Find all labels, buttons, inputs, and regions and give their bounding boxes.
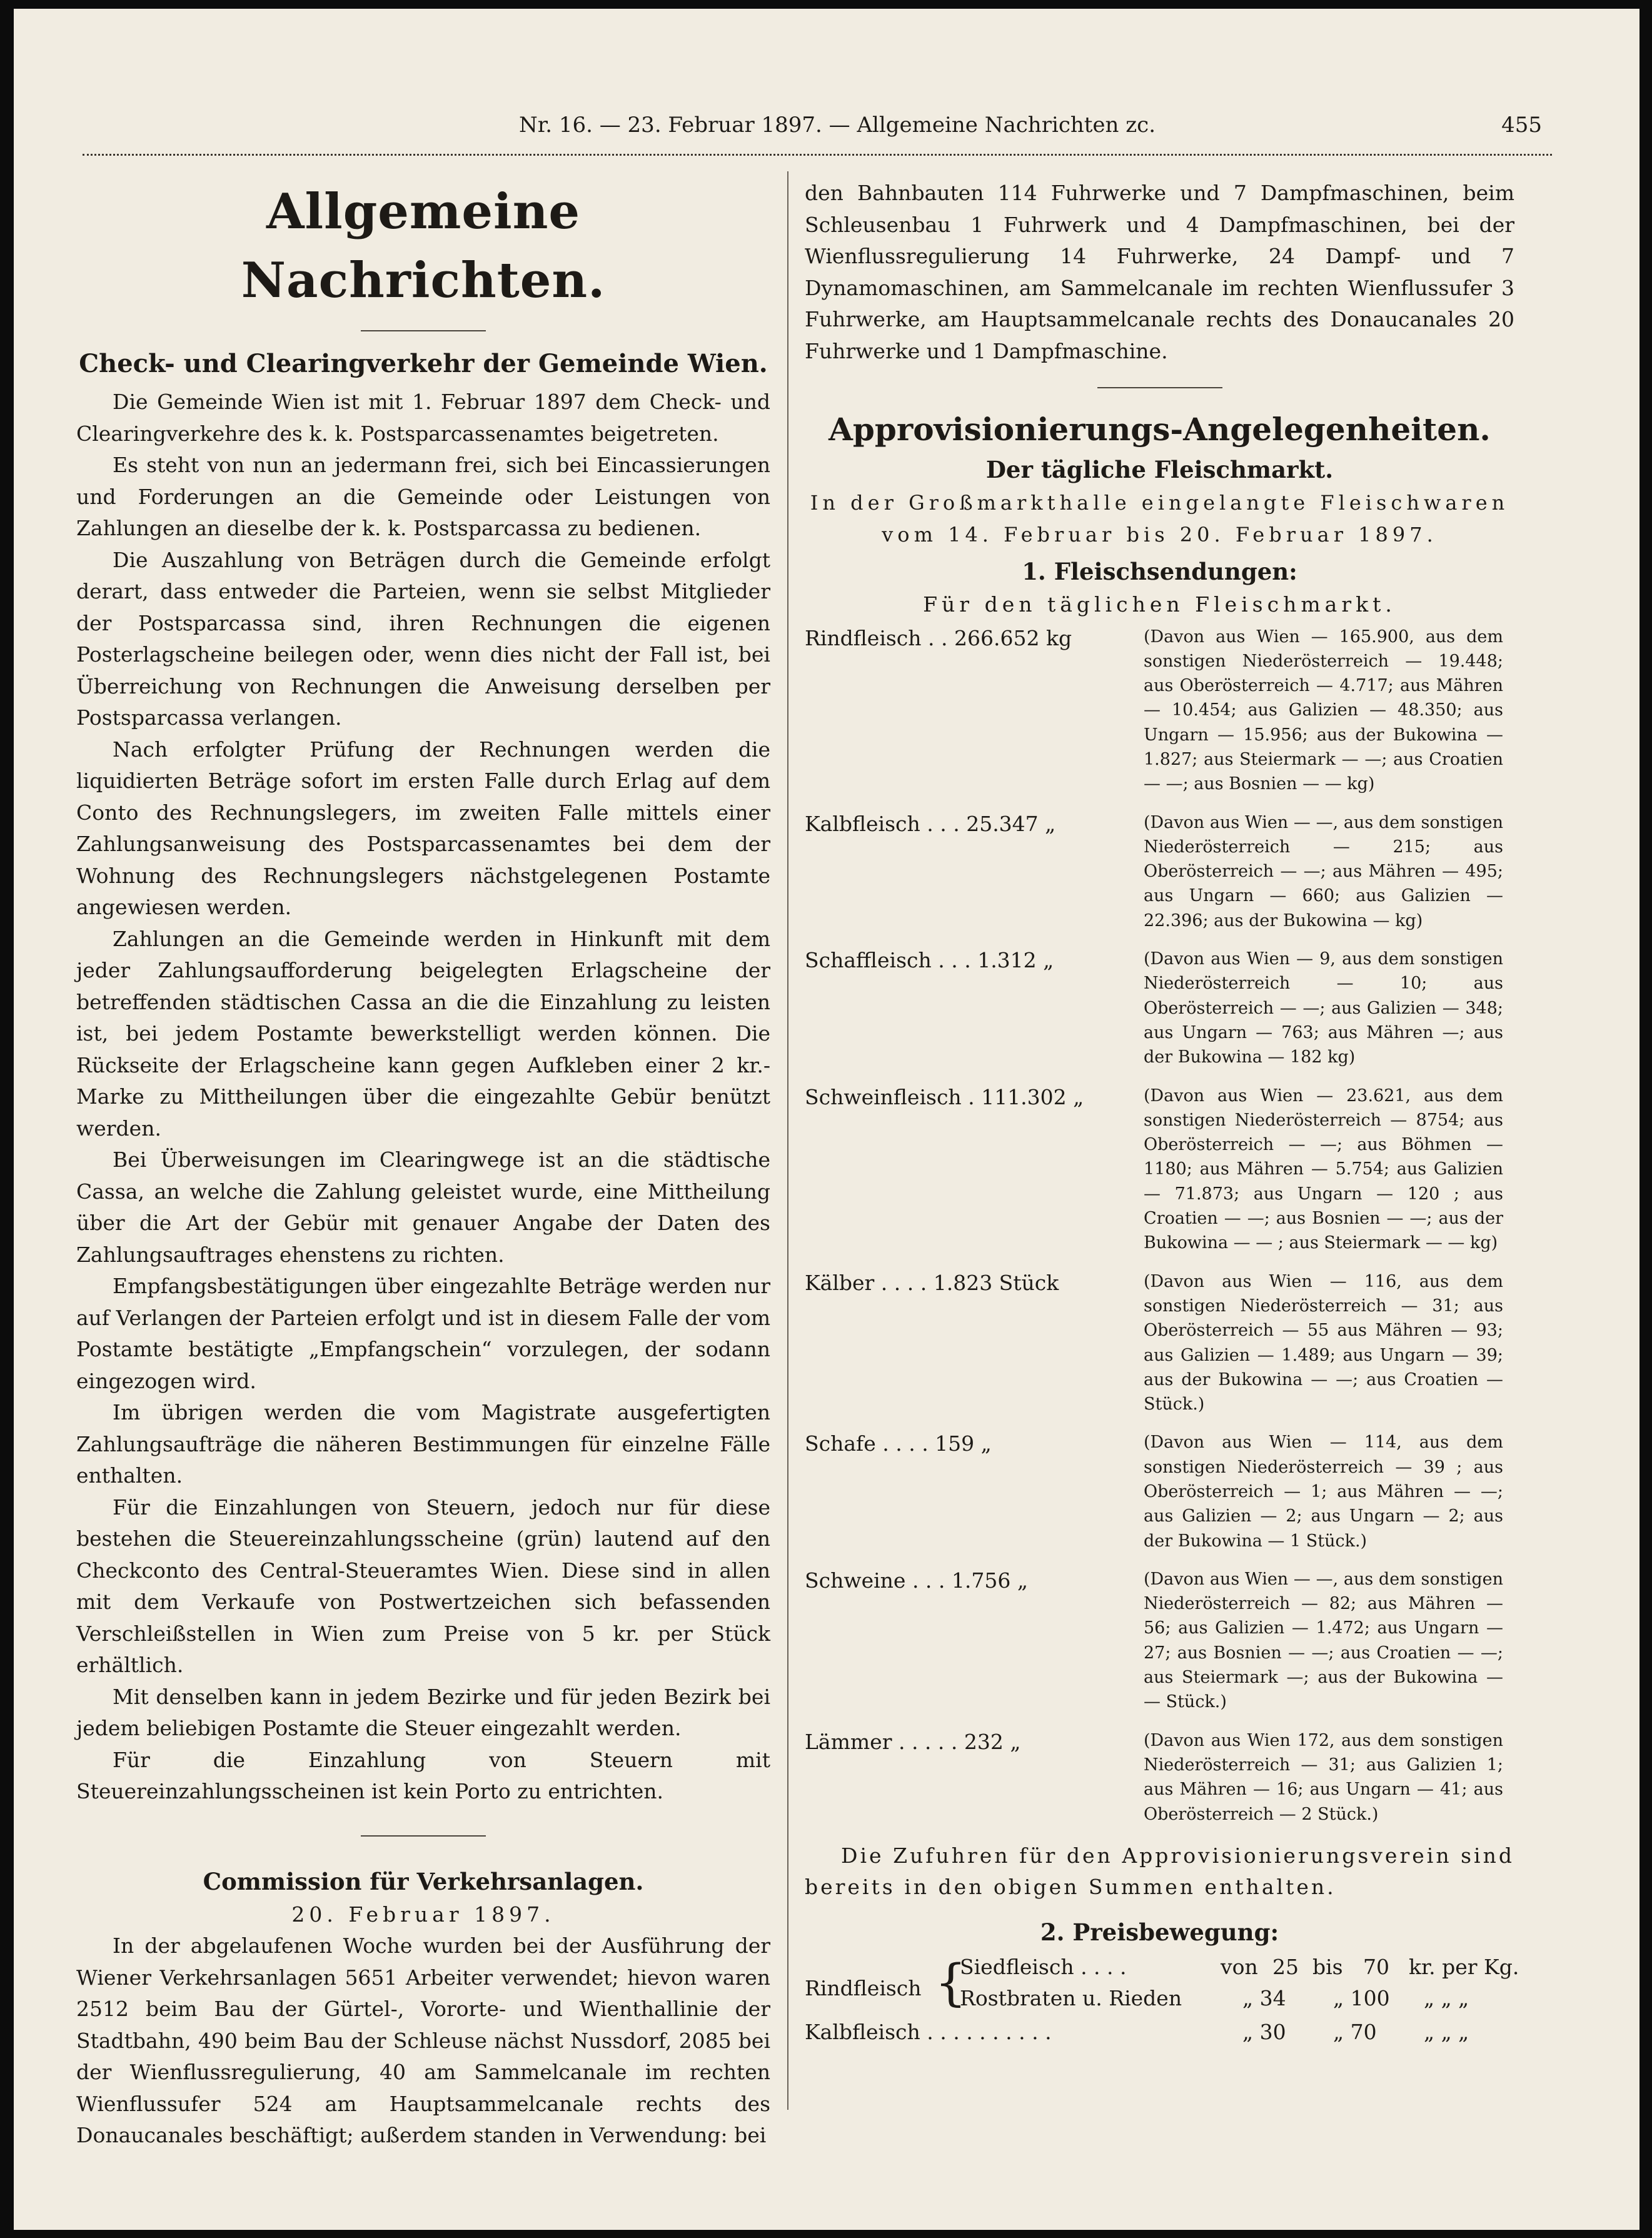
price-row2-unit: „ „ „	[1424, 1985, 1469, 2010]
running-header	[133, 109, 1542, 146]
price-row1-to: 70	[1363, 1954, 1389, 1979]
commission-date: 20. Februar 1897.	[291, 1902, 555, 1927]
meat-label-schweinfleisch: Schweinfleisch . 111.302 „	[805, 1084, 1084, 1109]
meat-label-schafe: Schafe . . . . 159 „	[805, 1431, 992, 1456]
check-paragraph-5: Zahlungen an die Gemeinde werden in Hinkunft mit dem jeder Zahlungsaufforderung beigelegten Erlagscheine der betreffenden städtischen Cassa an die die Einzahlung zu leisten ist, bei jedem Postamte bewerkstelligt werden können. Die Rückseite der Erlagscheine kann gegen Aufkleben einer 2 kr.-Marke zu Mittheilungen über die eingezahlte Gebür benützt werden.	[76, 926, 770, 1141]
section-1-heading: 1. Fleischsendungen:	[1022, 558, 1297, 585]
section-2-heading: 2. Preisbewegung:	[1040, 1918, 1279, 1946]
price-row3-from: „ 30	[1242, 2019, 1286, 2044]
right-column	[805, 178, 1519, 2056]
check-paragraph-2: Es steht von nun an jedermann frei, sich bei Eincassierungen und Forderungen an die Gemeinde oder Leistungen von Zahlungen an dieselbe der k. k. Postsparcassa zu bedienen.	[76, 453, 770, 540]
price-row3-unit: „ „ „	[1424, 2019, 1469, 2044]
meat-label-schweine: Schweine . . . 1.756 „	[805, 1568, 1028, 1593]
title-rule	[361, 330, 486, 331]
price-row2-from: „ 34	[1242, 1985, 1286, 2010]
meat-detail-schaffleisch: (Davon aus Wien — 9, aus dem sonstigen Niederösterreich — 10; aus Oberösterreich — —; aus Galizien — 348; aus Ungarn — 763; aus Mähren —; aus der Bukowina — 182 kg)	[1144, 949, 1503, 1067]
meat-detail-laemmer: (Davon aus Wien 172, aus dem sonstigen Niederösterreich — 31; aus Galizien 1; aus Mähren — 16; aus Ungarn — 41; aus Oberösterreich — 2 Stück.)	[1144, 1730, 1503, 1824]
price-row1-from: 25	[1272, 1954, 1299, 1979]
section-title: Allgemeine Nachrichten.	[241, 183, 606, 309]
meat-detail-kaelber: (Davon aus Wien — 116, aus dem sonstigen Niederösterreich — 31; aus Oberösterreich — 55 aus Mähren — 93; aus Galizien — 1.489; aus Ungarn — 39; aus der Bukowina — —; aus Croatien — Stück.)	[1144, 1271, 1503, 1414]
price-row1-unit: kr. per Kg.	[1409, 1954, 1519, 1979]
price-row1-bis: bis	[1312, 1954, 1343, 1979]
market-intro: In der Großmarkthalle eingelangte Fleischwaren vom 14. Februar bis 20. Februar 1897.	[810, 491, 1509, 547]
price-row2-item: Rostbraten u. Rieden	[960, 1985, 1182, 2010]
check-paragraph-6: Bei Überweisungen im Clearingwege ist an die städtische Cassa, an welche die Zahlung geleistet wurde, eine Mittheilung über die Art der Gebür mit genauer Angabe der Daten des Zahlungsauftrages ehenstens zu richten.	[76, 1147, 770, 1267]
meat-detail-kalbfleisch: (Davon aus Wien — —, aus dem sonstigen Niederösterreich — 215; aus Oberösterreich — —; aus Mähren — 495; aus Ungarn — 660; aus Galizien — 22.396; aus der Bukowina — kg)	[1144, 812, 1503, 930]
meat-detail-rindfleisch: (Davon aus Wien — 165.900, aus dem sonstigen Niederösterreich — 19.448; aus Oberösterreich — 4.717; aus Mähren — 10.454; aus Galizien — 48.350; aus Ungarn — 15.956; aus der Bukowina — 1.827; aus Steiermark — —; aus Croatien — —; aus Bosnien — — kg)	[1144, 627, 1503, 794]
price-label-rindfleisch: Rindfleisch	[805, 1975, 922, 2000]
check-paragraph-8: Im übrigen werden die vom Magistrate ausgefertigten Zahlungsaufträge die näheren Bestimmungen für einzelne Fälle enthalten.	[76, 1400, 770, 1488]
column-separator	[787, 171, 788, 2110]
continuation-paragraph: den Bahnbauten 114 Fuhrwerke und 7 Dampfmaschinen, beim Schleusenbau 1 Fuhrwerk und 4 Dampfmaschinen, bei der Wienflussregulierung 14 Fuhrwerke, 24 Dampf- und 7 Dynamomaschinen, am Sammelcanale im rechten Wienflussufer 3 Fuhrwerke, am Hauptsammelcanale rechts des Donaucanales 20 Fuhrwerke und 1 Dampfmaschine.	[805, 181, 1514, 363]
page-number: 455	[1501, 113, 1542, 138]
price-table	[805, 1950, 1519, 2056]
approvisioning-title: Approvisionierungs-Angelegenheiten.	[829, 411, 1491, 448]
section-rule-right	[1097, 387, 1222, 388]
check-paragraph-10: Mit denselben kann in jedem Bezirke und für jeden Bezirk bei jedem beliebigen Postamte die Steuer eingezahlt werden.	[76, 1684, 770, 1740]
newspaper-page	[14, 9, 1639, 2230]
meat-market-subtitle: Der tägliche Fleischmarkt.	[985, 456, 1334, 483]
meat-label-kaelber: Kälber . . . . 1.823 Stück	[805, 1270, 1059, 1295]
meat-detail-schafe: (Davon aus Wien — 114, aus dem sonstigen Niederösterreich — 39 ; aus Oberösterreich — 1; aus Mähren — —; aus Galizien — 2; aus Ungarn — 2; aus der Bukowina — 1 Stück.)	[1144, 1433, 1503, 1551]
commission-heading: Commission für Verkehrsanlagen.	[203, 1867, 644, 1895]
left-column	[76, 178, 770, 2152]
header-rule	[83, 154, 1552, 159]
check-paragraph-4: Nach erfolgter Prüfung der Rechnungen werden die liquidierten Beträge sofort im ersten Falle durch Erlag auf dem Conto des Rechnungslegers, im zweiten Falle mittels einer Zahlungsanweisung des Postsparcassenamtes bei dem der Wohnung des Rechnungslegers nächstgelegenen Postamte angewiesen werden.	[76, 737, 770, 919]
meat-label-laemmer: Lämmer . . . . . 232 „	[805, 1729, 1021, 1754]
price-row1-von: von	[1221, 1954, 1258, 1979]
commission-paragraph: In der abgelaufenen Woche wurden bei der Ausführung der Wiener Verkehrsanlagen 5651 Arbeiter verwendet; hievon waren 2512 beim Bau der Gürtel-, Vororte- und Wienthallinie der Stadtbahn, 490 beim Bau der Schleuse nächst Nussdorf, 2085 bei der Wienflussregulierung, 40 am Sammelcanale im rechten Wienflussufer 524 am Hauptsammelcanale rechts des Donaucanales beschäftigt; außerdem standen in Verwendung: bei	[76, 1933, 770, 2147]
issue-line: Nr. 16. — 23. Februar 1897. — Allgemeine Nachrichten zc.	[518, 113, 1156, 138]
supply-note: Die Zufuhren für den Approvisionierungsverein sind bereits in den obigen Summen enthalten.	[805, 1843, 1514, 1900]
check-paragraph-11: Für die Einzahlung von Steuern mit Steuereinzahlungsscheinen ist kein Porto zu entrichten.	[76, 1747, 770, 1803]
meat-table	[805, 625, 1514, 1840]
check-paragraph-7: Empfangsbestätigungen über eingezahlte Beträge werden nur auf Verlangen der Parteien erfolgt und ist in diesem Falle der vom Postamte bestätigte „Empfangschein“ vorzulegen, der sodann eingezogen wird.	[76, 1274, 770, 1393]
meat-label-kalbfleisch: Kalbfleisch . . . 25.347 „	[805, 811, 1056, 836]
section-rule	[361, 1835, 486, 1837]
check-paragraph-9: Für die Einzahlungen von Steuern, jedoch nur für diese bestehen die Steuereinzahlungsscheine (grün) lautend auf den Checkconto des Central-Steueramtes Wien. Diese sind in allen mit dem Verkaufe von Postwertzeichen sich befassenden Verschleißstellen in Wien zum Preise von 5 kr. per Stück erhältlich.	[76, 1495, 770, 1677]
meat-label-rindfleisch: Rindfleisch . . 266.652 kg	[805, 625, 1072, 650]
check-paragraph-3: Die Auszahlung von Beträgen durch die Gemeinde erfolgt derart, dass entweder die Parteien, wenn sie selbst Mitglieder der Postsparcassa sind, ihren Rechnungen die eigenen Posterlagscheine beilegen oder, wenn dies nicht der Fall ist, bei Überreichung von Rechnungen die Anweisung derselben per Postsparcassa verlangen.	[76, 547, 770, 730]
check-paragraph-1: Die Gemeinde Wien ist mit 1. Februar 1897 dem Check- und Clearingverkehre des k. k. Postsparcassenamtes beigetreten.	[76, 390, 770, 446]
price-label-kalbfleisch: Kalbfleisch . . . . . . . . . .	[805, 2019, 1052, 2044]
meat-detail-schweine: (Davon aus Wien — —, aus dem sonstigen Niederösterreich — 82; aus Mähren — 56; aus Galizien — 1.472; aus Ungarn — 27; aus Bosnien — —; aus Croatien — —; aus Steiermark —; aus der Bukowina — — Stück.)	[1144, 1569, 1503, 1712]
price-row2-to: „ 100	[1333, 1985, 1390, 2010]
meat-detail-schweinfleisch: (Davon aus Wien — 23.621, aus dem sonstigen Niederösterreich — 8754; aus Oberösterreich — —; aus Böhmen — 1180; aus Mähren — 5.754; aus Galizien — 71.873; aus Ungarn — 120 ; aus Croatien — —; aus Bosnien — —; aus der Bukowina — — ; aus Steiermark — — kg)	[1144, 1086, 1503, 1253]
price-row1-item: Siedfleisch . . . .	[960, 1954, 1127, 1979]
meat-label-schaffleisch: Schaffleisch . . . 1.312 „	[805, 948, 1054, 973]
check-heading: Check- und Clearingverkehr der Gemeinde Wien.	[79, 349, 768, 378]
price-brace: {	[935, 1953, 967, 2012]
section-1-subheading: Für den täglichen Fleischmarkt.	[923, 592, 1396, 617]
price-row3-to: „ 70	[1333, 2019, 1377, 2044]
